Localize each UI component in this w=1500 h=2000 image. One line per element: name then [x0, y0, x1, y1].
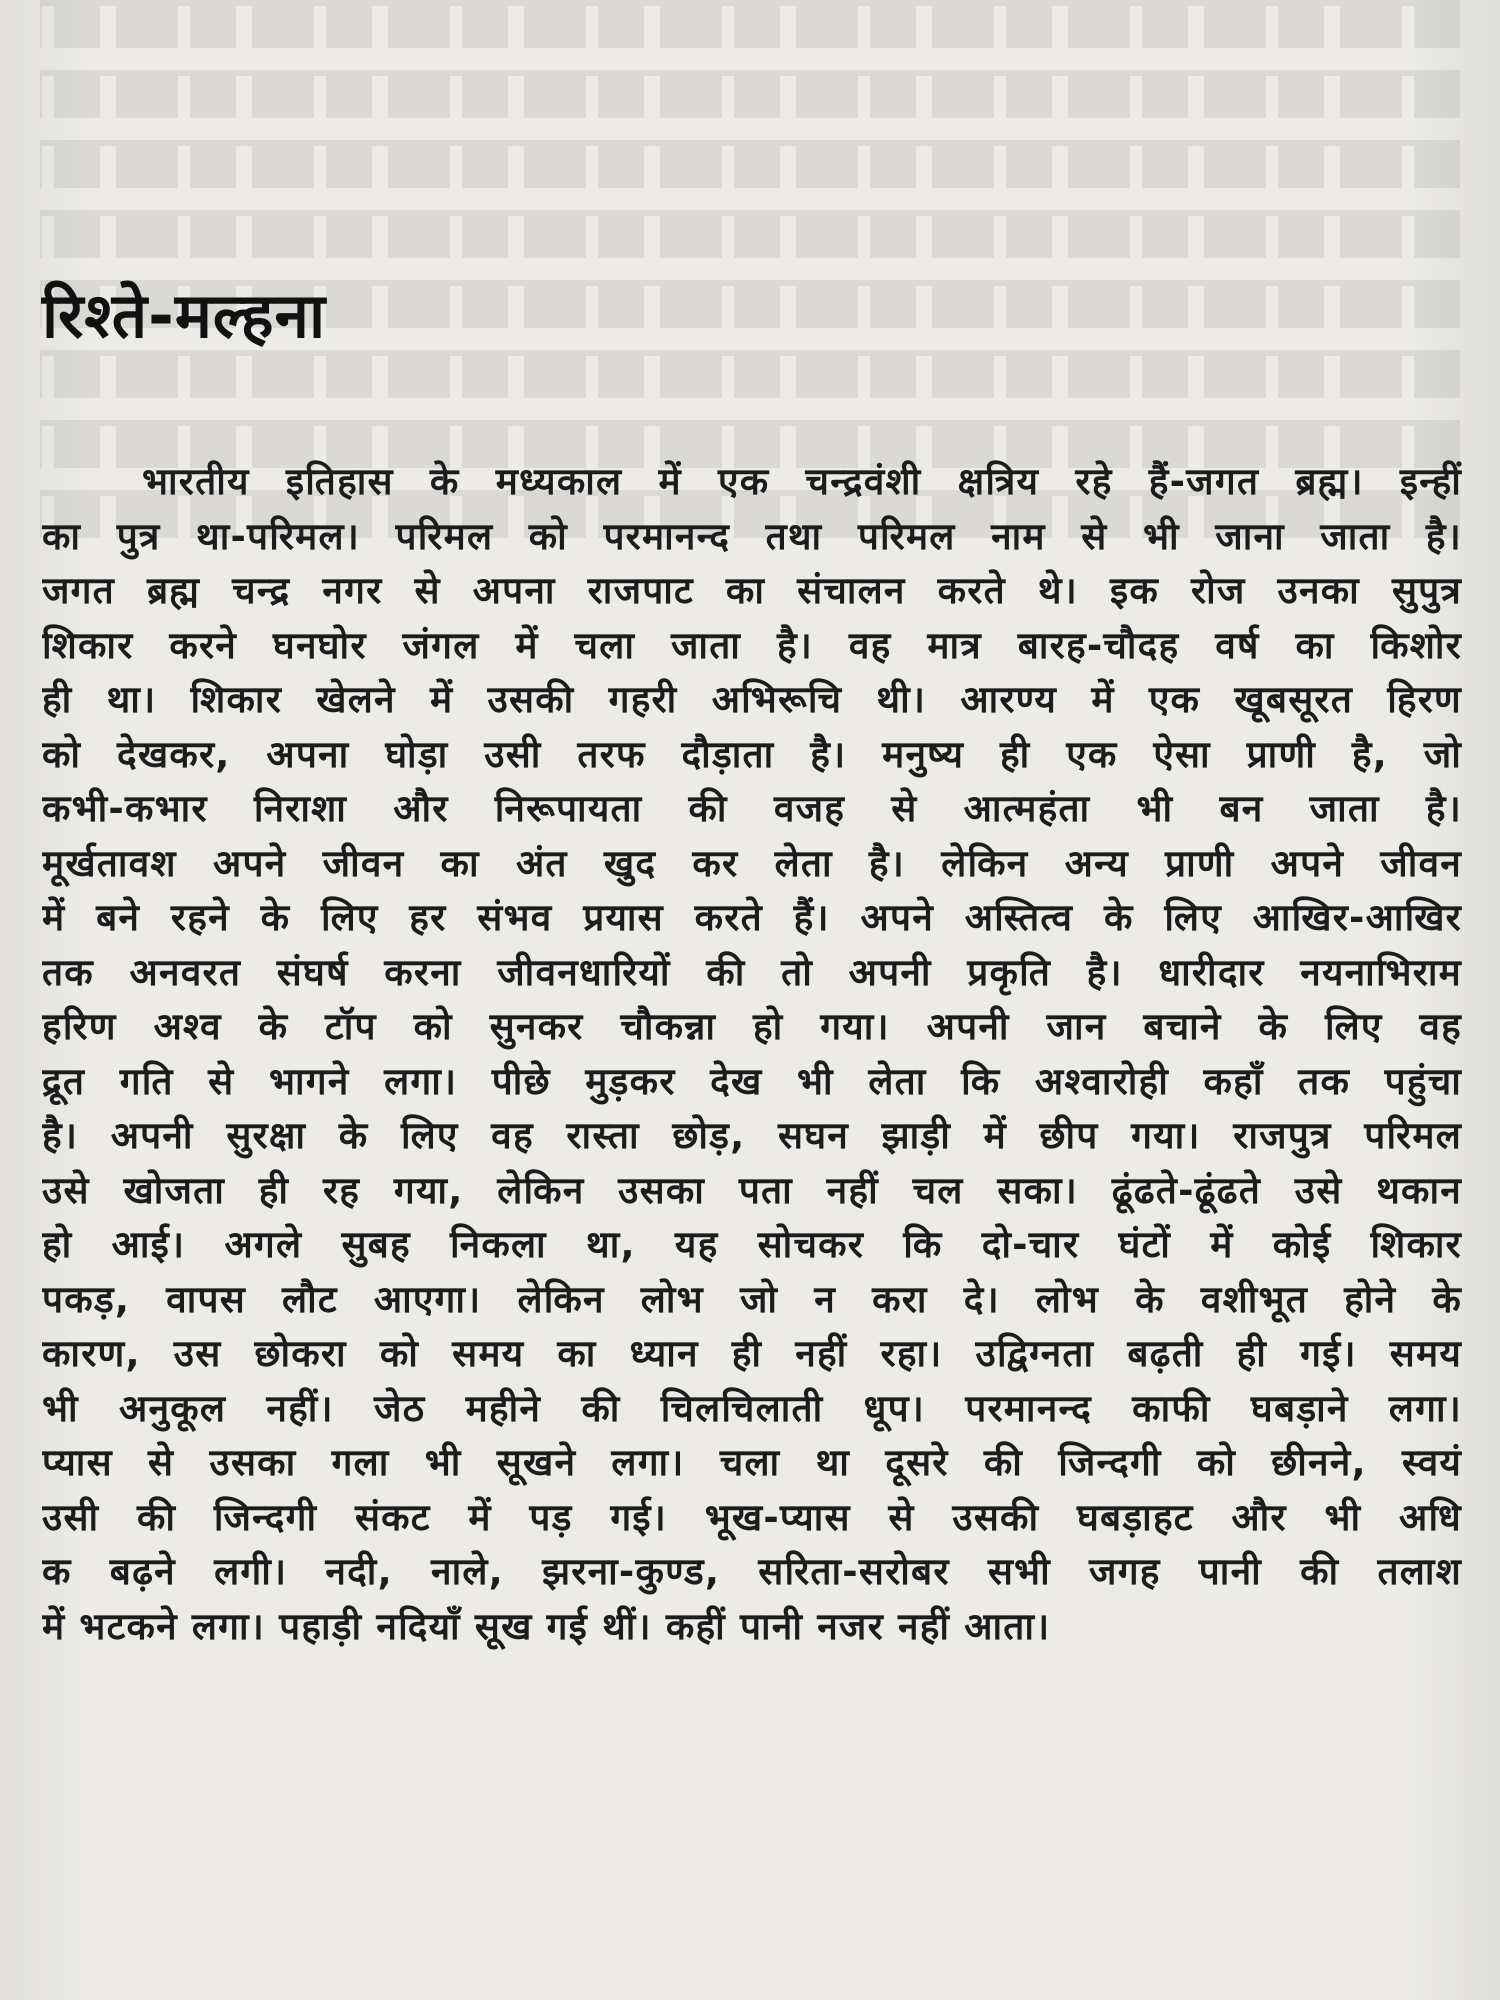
text-line: उसे खोजता ही रह गया, लेकिन उसका पता नहीं चल सका। ढूंढते-ढूंढते उसे थकान: [42, 1168, 1462, 1212]
text-line: प्यास से उसका गला भी सूखने लगा। चला था दूसरे की जिन्दगी को छीनने, स्वयं: [42, 1441, 1462, 1484]
text-line: भारतीय इतिहास के मध्यकाल में एक चन्द्रवंशी क्षत्रिय रहे हैं-जगत ब्रह्म। इन्हीं: [142, 460, 1462, 503]
text-line: में भटकने लगा। पहाड़ी नदियाँ सूख गई थीं। कहीं पानी नजर नहीं आता।: [42, 1604, 1051, 1648]
chapter-title: रिश्ते-मल्हना: [42, 279, 327, 352]
text-line: उसी की जिन्दगी संकट में पड़ गई। भूख-प्यास से उसकी घबड़ाहट और भी अधि: [42, 1495, 1462, 1539]
text-line: कारण, उस छोकरा को समय का ध्यान ही नहीं रहा। उद्विग्नता बढ़ती ही गई। समय: [42, 1332, 1462, 1375]
text-line: तक अनवरत संघर्ष करना जीवनधारियों की तो अपनी प्रकृति है। धारीदार नयनाभिराम: [42, 950, 1462, 994]
text-line: में बने रहने के लिए हर संभव प्रयास करते हैं। अपने अस्तित्व के लिए आखिर-आखिर: [42, 896, 1462, 939]
text-line: जगत ब्रह्म चन्द्र नगर से अपना राजपाट का संचालन करते थे। इक रोज उनका सुपुत्र: [42, 569, 1462, 612]
text-line: क बढ़ने लगी। नदी, नाले, झरना-कुण्ड, सरिता-सरोबर सभी जगह पानी की तलाश: [42, 1550, 1462, 1593]
text-line: मूर्खतावश अपने जीवन का अंत खुद कर लेता है। लेकिन अन्य प्राणी अपने जीवन: [42, 841, 1462, 885]
text-line: कभी-कभार निराशा और निरूपायता की वजह से आत्महंता भी बन जाता है।: [42, 787, 1462, 830]
chapter-body: [42, 455, 1462, 1654]
show-through-text: [40, 0, 1460, 520]
text-line: को देखकर, अपना घोड़ा उसी तरफ दौड़ाता है। मनुष्य ही एक ऐसा प्राणी है, जो: [42, 732, 1462, 776]
text-line: पकड़, वापस लौट आएगा। लेकिन लोभ जो न करा दे। लोभ के वशीभूत होने के: [42, 1277, 1462, 1321]
text-line: शिकार करने घनघोर जंगल में चला जाता है। वह मात्र बारह-चौदह वर्ष का किशोर: [42, 623, 1462, 667]
text-line: है। अपनी सुरक्षा के लिए वह रास्ता छोड़, सघन झाड़ी में छीप गया। राजपुत्र परिमल: [42, 1114, 1462, 1157]
text-line: द्रूत गति से भागने लगा। पीछे मुड़कर देख भी लेता कि अश्वारोही कहाँ तक पहुंचा: [42, 1059, 1462, 1103]
text-line: हो आई। अगले सुबह निकला था, यह सोचकर कि दो-चार घंटों में कोई शिकार: [42, 1223, 1462, 1266]
text-line: का पुत्र था-परिमल। परिमल को परमानन्द तथा परिमल नाम से भी जाना जाता है।: [42, 514, 1462, 558]
text-line: भी अनुकूल नहीं। जेठ महीने की चिलचिलाती धूप। परमानन्द काफी घबड़ाने लगा।: [42, 1386, 1462, 1430]
text-line: ही था। शिकार खेलने में उसकी गहरी अभिरूचि थी। आरण्य में एक खूबसूरत हिरण: [42, 678, 1462, 721]
text-line: हरिण अश्व के टॉप को सुनकर चौकन्ना हो गया। अपनी जान बचाने के लिए वह: [42, 1005, 1462, 1048]
